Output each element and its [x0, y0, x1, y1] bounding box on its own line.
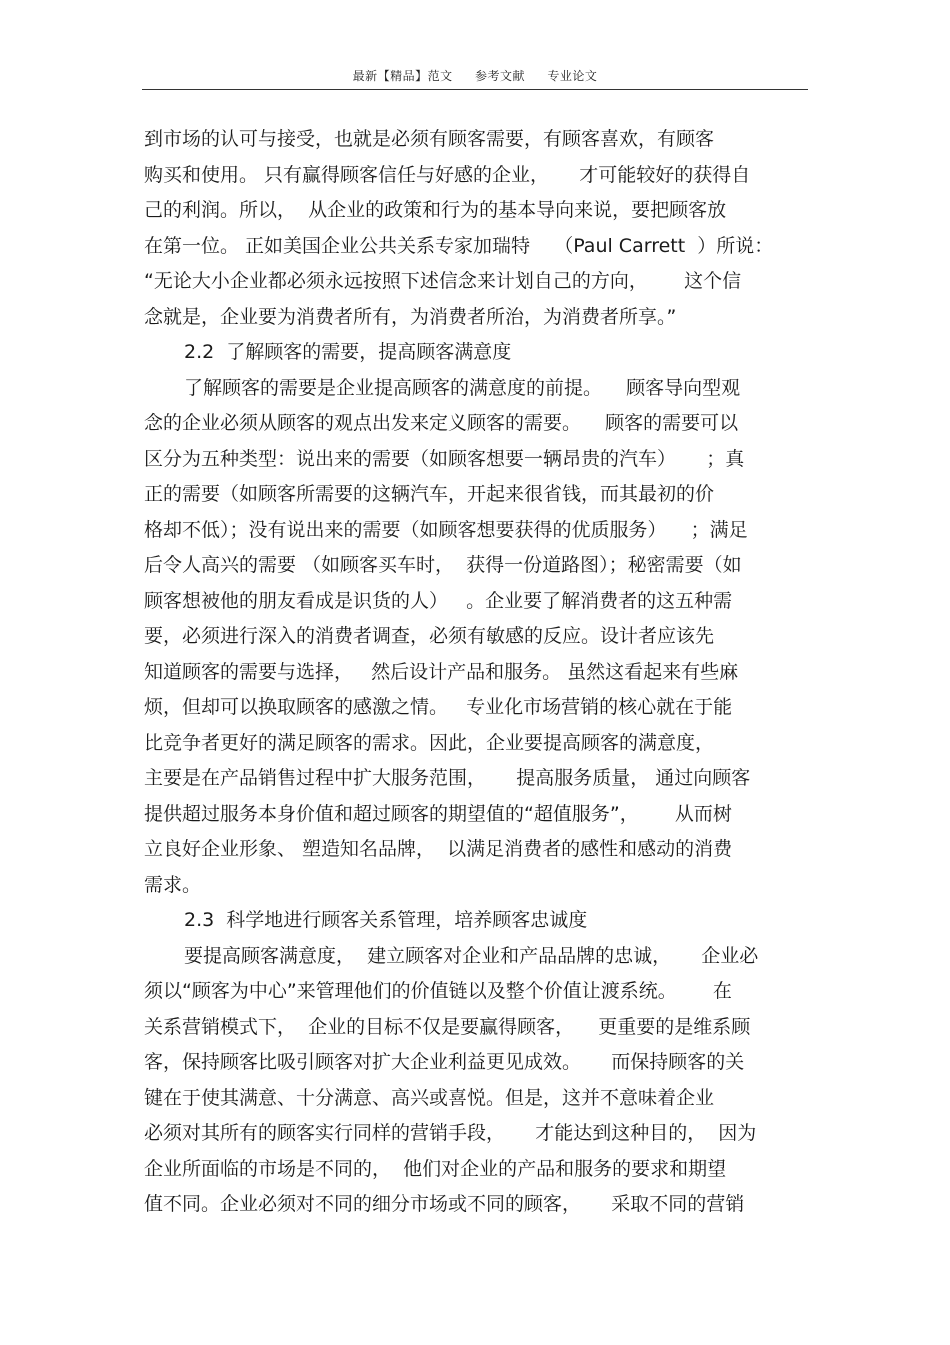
text-line: 需求。 — [144, 873, 202, 896]
text-line: 念的企业必须从顾客的观点出发来定义顾客的需要。 顾客的需要可以 — [144, 412, 739, 434]
header-item-latest: 最新【精品】范文 — [352, 69, 453, 83]
text-line: 要，必须进行深入的消费者调查，必须有敏感的反应。设计者应该先 — [144, 625, 715, 647]
text-line: 须以“顾客为中心”来管理他们的价值链以及整个价值让渡系统。 在 — [144, 980, 732, 1002]
text-line: 己的利润。所以， 从企业的政策和行为的基本导向来说，要把顾客放 — [144, 199, 727, 221]
text-line: 比竞争者更好的满足顾客的需求。因此，企业要提高顾客的满意度， — [144, 731, 715, 754]
text-line: “无论大小企业都必须永远按照下述信念来计划自己的方向， 这个信 — [144, 270, 742, 292]
text-line: 格却不低）；没有说出来的需要（如顾客想要获得的优质服务） ；满足 — [144, 518, 748, 541]
document-body — [144, 122, 808, 1223]
page-header — [142, 67, 808, 84]
text-line: 企业所面临的市场是不同的， 他们对企业的产品和服务的要求和期望 — [144, 1157, 727, 1180]
text-line: 关系营销模式下， 企业的目标不仅是要赢得顾客， 更重要的是维系顾 — [144, 1015, 751, 1038]
text-line: 正的需要（如顾客所需要的这辆汽车，开起来很省钱，而其最初的价 — [144, 483, 715, 505]
text-line: 顾客想被他的朋友看成是识货的人） 。企业要了解消费者的这五种需 — [144, 589, 733, 612]
header-item-references: 参考文献 — [474, 69, 525, 83]
text-line: 后令人高兴的需要 （如顾客买车时， 获得一份道路图）；秘密需要（如 — [144, 554, 742, 576]
text-line: 在第一位。 正如美国企业公共关系专家加瑞特 （Paul Carrett ）所说： — [144, 234, 774, 257]
header-rule — [142, 89, 808, 90]
text-line: 购买和使用。 只有赢得顾客信任与好感的企业， 才可能较好的获得自 — [144, 163, 751, 186]
text-line: 键在于使其满意、十分满意、高兴或喜悦。但是，这并不意味着企业 — [144, 1086, 715, 1109]
text-line: 提供超过服务本身价值和超过顾客的期望值的“超值服务”， 从而树 — [144, 802, 732, 825]
text-line: 烦，但却可以换取顾客的感激之情。 专业化市场营销的核心就在于能 — [144, 696, 733, 718]
text-line: 知道顾客的需要与选择， 然后设计产品和服务。 虽然这看起来有些麻 — [144, 660, 739, 683]
text-line: 念就是，企业要为消费者所有，为消费者所治，为消费者所享。” — [144, 305, 677, 328]
text-line: 区分为五种类型：说出来的需要（如顾客想要一辆昂贵的汽车） ；真 — [144, 447, 745, 470]
header-item-papers: 专业论文 — [547, 69, 598, 83]
text-line: 值不同。企业必须对不同的细分市场或不同的顾客， 采取不同的营销 — [144, 1193, 745, 1215]
text-line: 主要是在产品销售过程中扩大服务范围， 提高服务质量， 通过向顾客 — [144, 767, 751, 789]
text-line: 到市场的认可与接受，也就是必须有顾客需要，有顾客喜欢，有顾客 — [144, 128, 715, 150]
text-line: 客，保持顾客比吸引顾客对扩大企业利益更见成效。 而保持顾客的关 — [144, 1051, 745, 1073]
text-line: 了解顾客的需要是企业提高顾客的满意度的前提。 顾客导向型观 — [184, 376, 741, 399]
text-line: 要提高顾客满意度， 建立顾客对企业和产品品牌的忠诚， 企业必 — [184, 944, 759, 967]
text-line: 立良好企业形象、 塑造知名品牌， 以满足消费者的感性和感动的消费 — [144, 838, 733, 860]
text-line: 必须对其所有的顾客实行同样的营销手段， 才能达到这种目的， 因为 — [144, 1122, 757, 1144]
text-line: 2.3 科学地进行顾客关系管理，培养顾客忠诚度 — [184, 909, 588, 931]
text-line: 2.2 了解顾客的需要，提高顾客满意度 — [184, 341, 512, 363]
